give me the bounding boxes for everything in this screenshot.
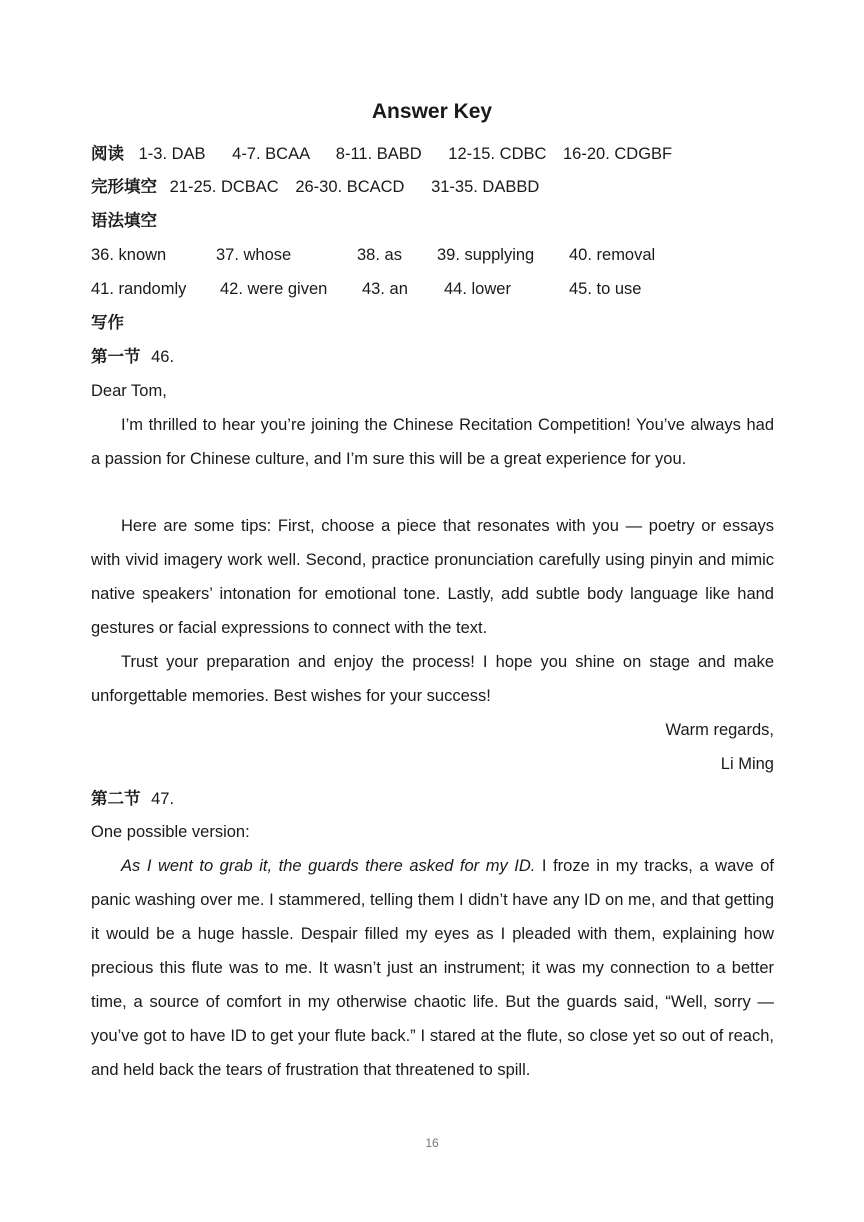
- cloze-answers: [91, 177, 539, 197]
- section1-label: 第一节: [91, 348, 141, 366]
- answer-item: 43. an: [362, 280, 408, 298]
- writing-label: 写作: [91, 314, 124, 332]
- answer-item: 42. were given: [220, 280, 328, 298]
- reading-label: 阅读: [91, 145, 124, 163]
- letter-closing: Warm regards,: [665, 721, 774, 739]
- letter-signature: Li Ming: [720, 755, 774, 773]
- answer-item: 21-25. DCBAC: [169, 178, 279, 196]
- answer-item: 1-3. DAB: [138, 145, 206, 163]
- version-intro: One possible version:: [91, 823, 250, 841]
- cloze-label: 完形填空: [91, 178, 157, 196]
- answer-item: 37. whose: [216, 246, 292, 264]
- section1-heading: [91, 347, 174, 367]
- answer-item: 41. randomly: [91, 280, 187, 298]
- page-title: Answer Key: [371, 100, 493, 123]
- answer-item: 39. supplying: [437, 246, 535, 264]
- page-number: 16: [425, 1136, 439, 1150]
- answer-item: 36. known: [91, 246, 167, 264]
- answer-item: 40. removal: [569, 246, 656, 264]
- question-number: 47.: [151, 790, 175, 808]
- answer-item: 16-20. CDGBF: [563, 145, 673, 163]
- letter-paragraph-1: I’m thrilled to hear you’re joining the Chinese Recitation Competition! You’ve always had a passion for Chinese culture, and I’m sure this will be a great experience for you.: [91, 416, 774, 468]
- story-lead-sentence: As I went to grab it, the guards there asked for my ID.: [121, 857, 536, 875]
- section2-label: 第二节: [91, 790, 141, 808]
- reading-answers: [91, 144, 672, 164]
- answer-item: 12-15. CDBC: [448, 145, 547, 163]
- story-paragraph: [91, 849, 774, 1087]
- answer-item: 45. to use: [569, 280, 642, 298]
- letter-paragraph-3: Trust your preparation and enjoy the process! I hope you shine on stage and make unforgettable memories. Best wishes for your success!: [91, 653, 774, 705]
- section2-heading: [91, 789, 174, 809]
- answer-item: 38. as: [357, 246, 402, 264]
- answer-item: 8-11. BABD: [335, 145, 422, 163]
- letter-paragraph-2: Here are some tips: First, choose a piece that resonates with you — poetry or essays with vivid imagery work well. Second, practice pronunciation carefully using pinyin and mimic native speakers’ intonation for emotional tone. Lastly, add subtle body language like hand gestures or facial expressions to connect with the text.: [91, 517, 774, 637]
- answer-item: 4-7. BCAA: [232, 145, 310, 163]
- answer-item: 44. lower: [444, 280, 511, 298]
- letter-greeting: Dear Tom,: [91, 382, 167, 400]
- answer-item: 26-30. BCACD: [295, 178, 405, 196]
- grammar-label: 语法填空: [91, 212, 157, 230]
- question-number: 46.: [151, 348, 175, 366]
- answer-item: 31-35. DABBD: [431, 178, 540, 196]
- story-body: I froze in my tracks, a wave of panic washing over me. I stammered, telling them I didn’t have any ID on me, and that getting it would be a huge hassle. Despair filled my eyes as I pleaded with them, explaining how precious this flute was to me. It wasn’t just an instrument; it was my connection to a better time, a source of comfort in my otherwise chaotic life. But the guards said, “Well, sorry — you’ve got to have ID to get your flute back.” I stared at the flute, so close yet so out of reach, and held back the tears of frustration that threatened to spill.: [91, 857, 774, 1079]
